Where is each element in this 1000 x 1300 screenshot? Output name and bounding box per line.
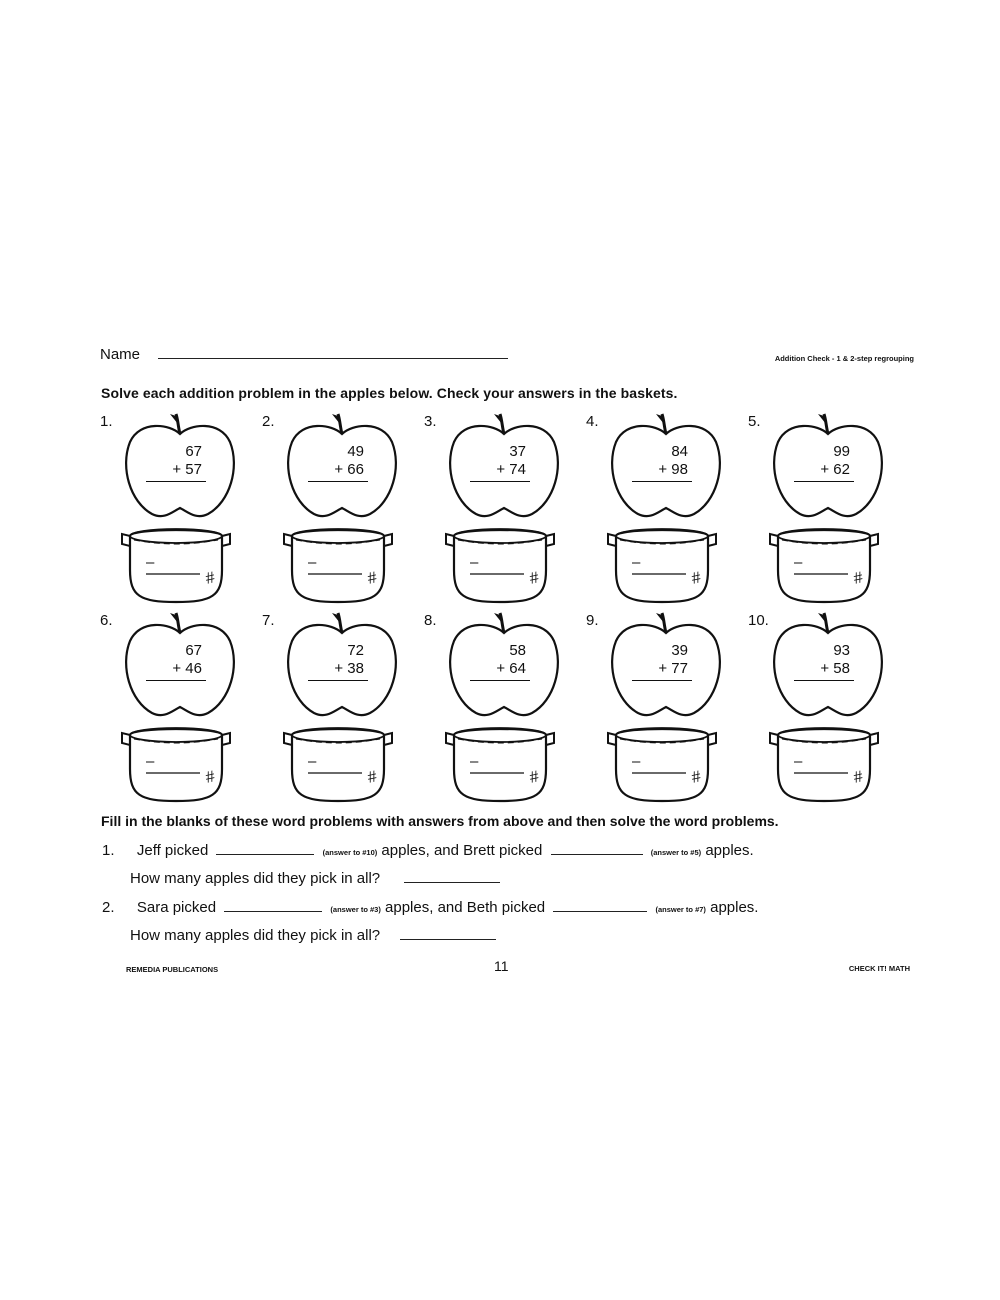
hash-mark: # xyxy=(690,569,703,588)
minus-sign: – xyxy=(146,554,155,571)
answer-blank[interactable] xyxy=(553,910,647,912)
apple-problem xyxy=(120,412,240,522)
topic-label: Addition Check - 1 & 2-step regrouping xyxy=(774,354,914,363)
basket-check[interactable] xyxy=(278,717,398,805)
basket-check[interactable] xyxy=(278,518,398,606)
minus-sign: – xyxy=(146,753,155,770)
addend-bottom: + 98 xyxy=(658,461,688,478)
addend-bottom: + 64 xyxy=(496,660,526,677)
basket-check[interactable] xyxy=(602,717,722,805)
basket-check[interactable] xyxy=(440,518,560,606)
addend-bottom: + 57 xyxy=(172,461,202,478)
problem-number: 4. xyxy=(586,413,599,430)
hash-mark: # xyxy=(528,569,541,588)
addend-top: 58 xyxy=(509,642,526,659)
apple-problem xyxy=(768,611,888,721)
hash-mark: # xyxy=(366,569,379,588)
addend-bottom: + 62 xyxy=(820,461,850,478)
hash-mark: # xyxy=(852,768,865,787)
answer-reference: (answer to #3) xyxy=(330,905,381,914)
hash-mark: # xyxy=(204,569,217,588)
word-problem-text: apples, and Brett picked xyxy=(381,842,543,859)
instructions-part2: Fill in the blanks of these word problems with answers from above and then solve the word problems. xyxy=(101,813,779,829)
word-problem-text: Sara picked xyxy=(136,899,217,916)
word-problem-text: apples. xyxy=(710,899,759,916)
minus-sign: – xyxy=(794,753,803,770)
sum-line xyxy=(632,481,692,482)
sum-line xyxy=(632,680,692,681)
question-text: How many apples did they pick in all? xyxy=(130,927,381,944)
problem-number: 3. xyxy=(424,413,437,430)
addend-bottom: + 74 xyxy=(496,461,526,478)
sum-line xyxy=(146,481,206,482)
minus-sign: – xyxy=(632,753,641,770)
problem-number: 8. xyxy=(424,612,437,629)
apple-problem xyxy=(768,412,888,522)
minus-sign: – xyxy=(632,554,641,571)
hash-mark: # xyxy=(852,569,865,588)
apple-problem xyxy=(120,611,240,721)
addend-top: 67 xyxy=(185,642,202,659)
sum-line xyxy=(308,680,368,681)
word-problem-number: 2. xyxy=(102,899,115,916)
footer-series: CHECK IT! MATH xyxy=(848,964,910,973)
addend-bottom: + 77 xyxy=(658,660,688,677)
basket-check[interactable] xyxy=(602,518,722,606)
apple-problem xyxy=(606,412,726,522)
addend-bottom: + 66 xyxy=(334,461,364,478)
sum-line xyxy=(470,680,530,681)
hash-mark: # xyxy=(528,768,541,787)
basket-check[interactable] xyxy=(116,518,236,606)
apple-problem xyxy=(444,412,564,522)
sum-line xyxy=(470,481,530,482)
basket-check[interactable] xyxy=(440,717,560,805)
apple-problem xyxy=(282,611,402,721)
word-problem-1 xyxy=(102,842,754,859)
problem-number: 5. xyxy=(748,413,761,430)
hash-mark: # xyxy=(204,768,217,787)
answer-reference: (answer to #5) xyxy=(650,848,702,857)
word-problem-text: apples. xyxy=(705,842,754,859)
answer-reference: (answer to #7) xyxy=(655,905,706,914)
basket-check[interactable] xyxy=(764,518,884,606)
problem-number: 10. xyxy=(748,612,769,629)
addend-top: 39 xyxy=(671,642,688,659)
apple-problem xyxy=(444,611,564,721)
answer-blank[interactable] xyxy=(216,853,314,855)
total-answer-blank[interactable] xyxy=(400,938,496,940)
minus-sign: – xyxy=(308,753,317,770)
name-label: Name xyxy=(100,346,141,363)
minus-sign: – xyxy=(794,554,803,571)
minus-sign: – xyxy=(308,554,317,571)
addend-top: 84 xyxy=(671,443,688,460)
word-problem-1-question xyxy=(130,870,500,887)
sum-line xyxy=(308,481,368,482)
word-problem-2-question xyxy=(130,927,496,944)
problem-number: 9. xyxy=(586,612,599,629)
sum-line xyxy=(794,680,854,681)
basket-check[interactable] xyxy=(116,717,236,805)
hash-mark: # xyxy=(690,768,703,787)
addend-bottom: + 58 xyxy=(820,660,850,677)
question-text: How many apples did they pick in all? xyxy=(130,870,381,887)
page-number: 11 xyxy=(494,958,509,974)
answer-reference: (answer to #10) xyxy=(322,848,378,857)
word-problem-text: apples, and Beth picked xyxy=(385,899,546,916)
minus-sign: – xyxy=(470,554,479,571)
hash-mark: # xyxy=(366,768,379,787)
instructions-part1: Solve each addition problem in the apples below. Check your answers in the baskets. xyxy=(101,385,678,401)
sum-line xyxy=(146,680,206,681)
addend-top: 49 xyxy=(347,443,364,460)
minus-sign: – xyxy=(470,753,479,770)
addend-bottom: + 46 xyxy=(172,660,202,677)
answer-blank[interactable] xyxy=(224,910,322,912)
apple-problem xyxy=(606,611,726,721)
addend-top: 93 xyxy=(833,642,850,659)
problem-number: 2. xyxy=(262,413,275,430)
word-problem-text: Jeff picked xyxy=(136,842,209,859)
problem-number: 7. xyxy=(262,612,275,629)
name-field-line[interactable] xyxy=(158,358,508,359)
problem-number: 1. xyxy=(100,413,113,430)
addend-bottom: + 38 xyxy=(334,660,364,677)
addend-top: 67 xyxy=(185,443,202,460)
answer-blank[interactable] xyxy=(551,853,643,855)
word-problem-number: 1. xyxy=(102,842,115,859)
addend-top: 37 xyxy=(509,443,526,460)
addend-top: 99 xyxy=(833,443,850,460)
problem-number: 6. xyxy=(100,612,113,629)
sum-line xyxy=(794,481,854,482)
footer-publisher: REMEDIA PUBLICATIONS xyxy=(126,965,219,974)
addend-top: 72 xyxy=(347,642,364,659)
total-answer-blank[interactable] xyxy=(404,881,500,883)
basket-check[interactable] xyxy=(764,717,884,805)
apple-problem xyxy=(282,412,402,522)
word-problem-2 xyxy=(102,899,758,916)
